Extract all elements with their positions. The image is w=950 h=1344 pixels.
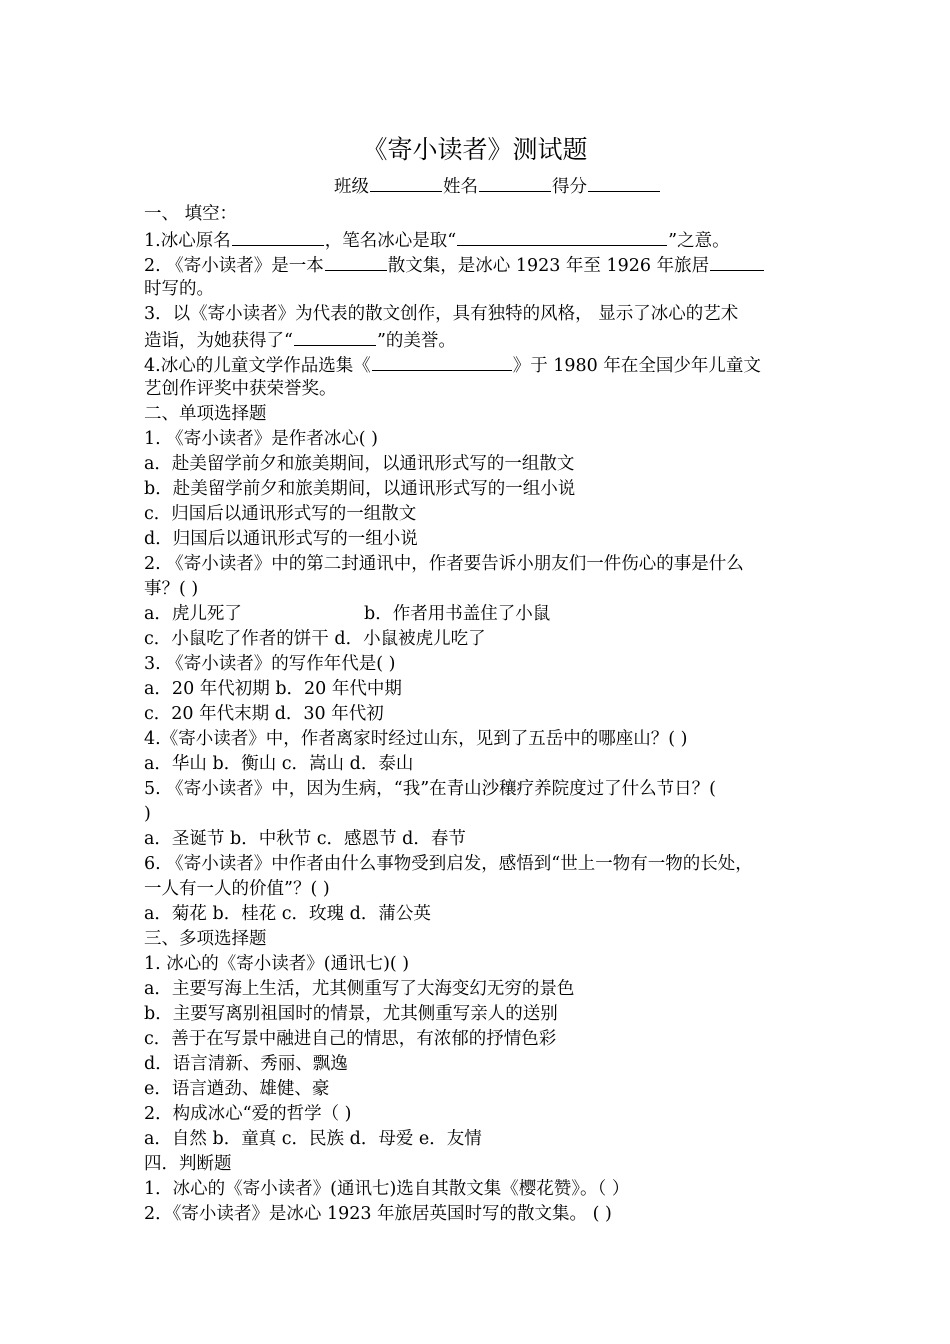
student-info-row — [334, 173, 661, 200]
fill-question-2-cont: 时写的。 — [144, 279, 214, 299]
single-q3-options-ab: a．20 年代初期 b．20 年代中期 — [144, 679, 402, 699]
single-q1-option-c: c．归国后以通讯形式写的一组散文 — [144, 504, 417, 524]
single-question-6-cont: 一人有一人的价值”？( ) — [144, 879, 330, 899]
multi-q1-option-c: c．善于在写景中融进自己的情思，有浓郁的抒情色彩 — [144, 1029, 557, 1049]
fill-q1-blank-2[interactable] — [457, 227, 667, 246]
fill-q2-text: 2. 《寄小读者》是一本 — [144, 256, 324, 276]
multi-question-2: 2．构成冰心“爱的哲学（ ) — [144, 1104, 352, 1124]
single-question-2-cont: 事？( ) — [144, 579, 199, 599]
fill-q2-blank-1[interactable] — [325, 252, 387, 271]
fill-question-4-cont: 艺创作评奖中获荣誉奖。 — [144, 379, 337, 399]
single-question-5: 5. 《寄小读者》中，因为生病，“我”在青山沙穰疗养院度过了什么节日？( — [144, 779, 716, 799]
fill-q3-text-end: ”的美誉。 — [376, 331, 456, 351]
fill-q2-blank-2[interactable] — [710, 252, 764, 271]
fill-question-3: 3．以《寄小读者》为代表的散文创作，具有独特的风格， 显示了冰心的艺术 — [144, 304, 739, 324]
single-q2-options-cd: c．小鼠吃了作者的饼干 d．小鼠被虎儿吃了 — [144, 629, 486, 649]
fill-question-1 — [144, 227, 730, 254]
section-fill-blank-heading: 一、 填空： — [144, 204, 238, 224]
fill-q4-blank[interactable] — [372, 352, 512, 371]
multi-q1-option-b: b．主要写离别祖国时的情景，尤其侧重写亲人的送别 — [144, 1004, 558, 1024]
single-question-3: 3. 《寄小读者》的写作年代是( ) — [144, 654, 396, 674]
fill-q3-text: 造诣，为她获得了“ — [144, 331, 293, 351]
section-true-false-heading: 四．判断题 — [144, 1154, 232, 1174]
single-q2-option-a: a．虎儿死了 — [144, 604, 242, 624]
name-label: 姓名 — [443, 177, 478, 197]
single-q3-options-cd: c．20 年代末期 d．30 年代初 — [144, 704, 384, 724]
single-question-5-cont: ) — [144, 804, 151, 824]
score-blank[interactable] — [588, 173, 660, 192]
single-q1-option-a: a．赴美留学前夕和旅美期间，以通讯形式写的一组散文 — [144, 454, 575, 474]
class-label: 班级 — [334, 177, 369, 197]
single-question-2: 2. 《寄小读者》中的第二封通讯中，作者要告诉小朋友们一件伤心的事是什么 — [144, 554, 744, 574]
score-label: 得分 — [552, 177, 587, 197]
single-question-6: 6. 《寄小读者》中作者由什么事物受到启发，感悟到“世上一物有一物的长处， — [144, 854, 753, 874]
class-blank[interactable] — [370, 173, 442, 192]
multi-q1-option-a: a．主要写海上生活，尤其侧重写了大海变幻无穷的景色 — [144, 979, 575, 999]
single-q2-option-b: b．作者用书盖住了小鼠 — [364, 604, 551, 624]
multi-q1-option-d: d．语言清新、秀丽、飘逸 — [144, 1054, 348, 1074]
single-q5-options: a．圣诞节 b．中秋节 c．感恩节 d．春节 — [144, 829, 466, 849]
fill-q1-blank-1[interactable] — [232, 227, 324, 246]
section-single-choice-heading: 二、单项选择题 — [144, 404, 267, 424]
true-false-question-2: 2．《寄小读者》是冰心 1923 年旅居英国时写的散文集。 ( ) — [144, 1204, 612, 1224]
fill-q3-blank[interactable] — [294, 327, 376, 346]
true-false-question-1: 1．冰心的《寄小读者》(通讯七)选自其散文集《樱花赞》。（ ） — [144, 1179, 630, 1199]
single-question-1: 1. 《寄小读者》是作者冰心( ) — [144, 429, 378, 449]
single-question-4: 4.《寄小读者》中，作者离家时经过山东，见到了五岳中的哪座山？( ) — [144, 729, 688, 749]
page-title: 《寄小读者》测试题 — [362, 135, 588, 164]
fill-q1-text-mid: ，笔名冰心是取“ — [324, 231, 457, 251]
multi-q1-option-e: e．语言遒劲、雄健、豪 — [144, 1079, 330, 1099]
section-multi-choice-heading: 三、多项选择题 — [144, 929, 267, 949]
fill-q2-text-mid: 散文集，是冰心 1923 年至 1926 年旅居 — [387, 256, 710, 276]
single-q4-options: a．华山 b．衡山 c．嵩山 d．泰山 — [144, 754, 414, 774]
single-q6-options: a．菊花 b．桂花 c．玫瑰 d．蒲公英 — [144, 904, 431, 924]
single-q2-options-ab — [144, 602, 744, 627]
fill-question-2 — [144, 252, 765, 279]
multi-question-1: 1. 冰心的《寄小读者》(通讯七)( ) — [144, 954, 410, 974]
fill-q4-text: 4.冰心的儿童文学作品选集《 — [144, 356, 371, 376]
single-q1-option-d: d．归国后以通讯形式写的一组小说 — [144, 529, 418, 549]
fill-q1-text-end: ”之意。 — [668, 231, 730, 251]
fill-q1-text: 1.冰心原名 — [144, 231, 231, 251]
single-q1-option-b: b．赴美留学前夕和旅美期间，以通讯形式写的一组小说 — [144, 479, 576, 499]
fill-question-3-cont — [144, 327, 456, 354]
fill-question-4 — [144, 352, 761, 379]
fill-q4-text-end: 》于 1980 年在全国少年儿童文 — [512, 356, 761, 376]
name-blank[interactable] — [479, 173, 551, 192]
multi-q2-options: a．自然 b．童真 c．民族 d．母爱 e．友情 — [144, 1129, 482, 1149]
